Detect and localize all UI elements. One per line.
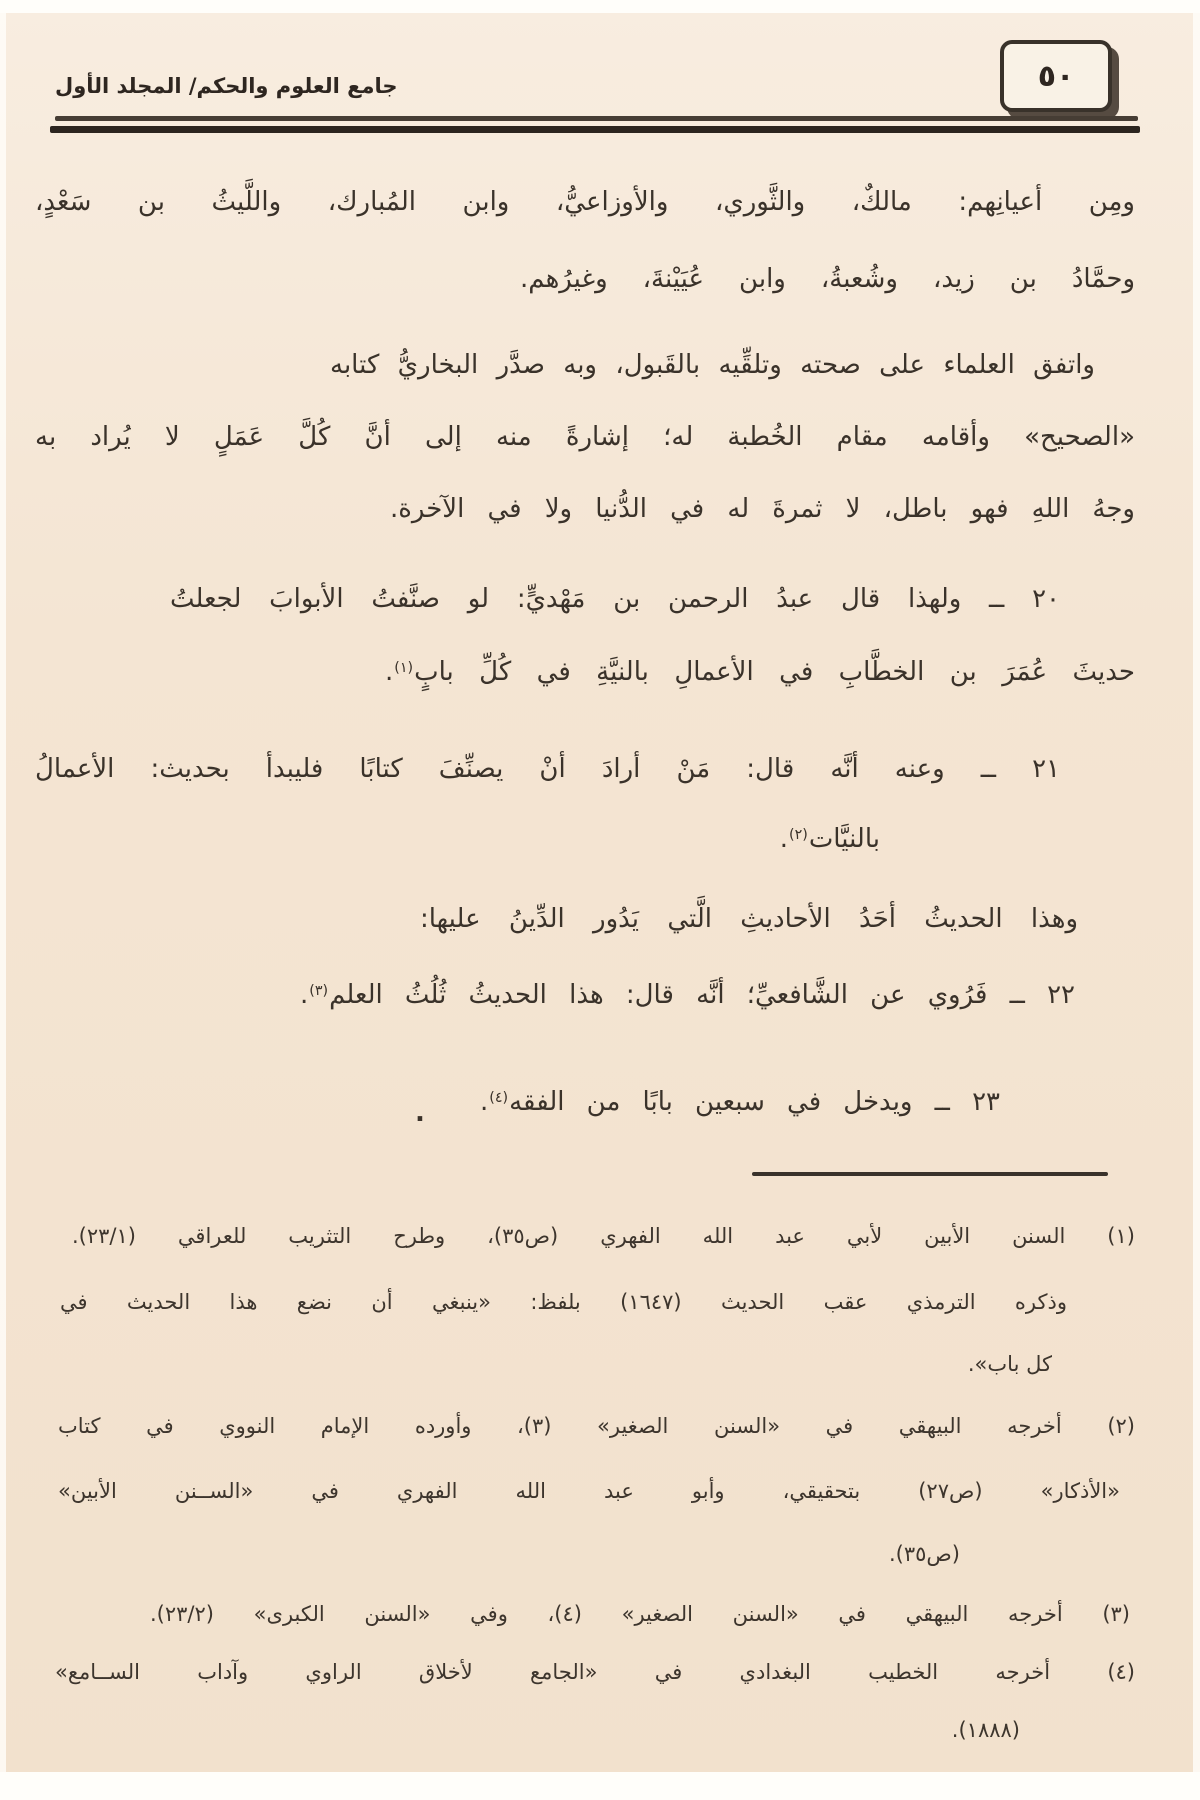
footnote-line: (٢) أخرجه البيهقي في «السنن الصغير» (٣)، وأورده الإمام النووي في كتاب xyxy=(58,1414,1135,1438)
header-rule-bottom xyxy=(50,126,1140,133)
body-line: ومِن أعيانِهم: مالكٌ، والثَّوري، والأوزاعيُّ، وابن المُبارك، واللَّيثُ بن سَعْدٍ، xyxy=(35,187,1135,217)
footnote-line: وذكره الترمذي عقب الحديث (١٦٤٧) بلفظ: «ينبغي أن نضع هذا الحديث في xyxy=(60,1290,1067,1314)
body-line-tail: . xyxy=(779,824,788,854)
header-rule-top xyxy=(55,116,1138,121)
footnote-line: (٤) أخرجه الخطيب البغدادي في «الجامع لأخلاق الراوي وآداب الســامع» xyxy=(55,1660,1135,1684)
footnote-line: «الأذكار» (ص٢٧) بتحقيقي، وأبو عبد الله الفهري في «الســنن الأبين» xyxy=(58,1479,1120,1503)
body-line-tail: . xyxy=(300,980,309,1010)
body-line-text: ٢٢ ــ فَرُوي عن الشَّافعيِّ؛ أنَّه قال: هذا الحديثُ ثُلُثُ العلم xyxy=(329,980,1075,1010)
footnote-line: (١) السنن الأبين لأبي عبد الله الفهري (ص٣٥)، وطرح التثريب للعراقي (٢٣/١). xyxy=(72,1224,1135,1248)
footnote-ref-1: (١) xyxy=(394,660,414,676)
body-line-text: بالنيَّات xyxy=(808,824,880,854)
body-line-text: ٢٣ ــ ويدخل في سبعين بابًا من الفقه xyxy=(509,1087,1000,1117)
body-line: وهذا الحديثُ أحَدُ الأحاديثِ الَّتي يَدُور الدِّينُ عليها: xyxy=(420,904,1078,934)
footnote-separator xyxy=(752,1172,1108,1176)
body-line xyxy=(480,1085,1000,1120)
body-line xyxy=(385,655,1135,690)
body-line xyxy=(300,978,1075,1013)
page-number-box xyxy=(1000,40,1112,112)
footnote-line: كل باب». xyxy=(967,1352,1052,1376)
body-line: وحمَّادُ بن زيد، وشُعبةُ، وابن عُيَيْنةَ، وغيرُهم. xyxy=(520,264,1135,294)
body-line xyxy=(780,822,880,857)
body-line: ٢١ ــ وعنه أنَّه قال: مَنْ أرادَ أنْ يصنِّفَ كتابًا فليبدأ بحديث: الأعمالُ xyxy=(35,754,1060,784)
body-line-tail: . xyxy=(385,657,394,687)
scan-edge-left xyxy=(0,0,6,1800)
scan-edge-top xyxy=(0,0,1200,13)
footnote-line: (٣) أخرجه البيهقي في «السنن الصغير» (٤)، وفي «السنن الكبرى» (٢٣/٢). xyxy=(150,1602,1130,1626)
body-line: «الصحيح» وأقامه مقام الخُطبة له؛ إشارةً منه إلى أنَّ كُلَّ عَمَلٍ لا يُراد به xyxy=(35,422,1135,452)
footnote-ref-2: (٢) xyxy=(788,827,808,843)
scan-edge-right xyxy=(1193,0,1200,1800)
footnote-line: (١٨٨٨). xyxy=(951,1718,1020,1742)
body-line: وجهُ اللهِ فهو باطل، لا ثمرةَ له في الدُّنيا ولا في الآخرة. xyxy=(390,494,1135,524)
running-head-title: جامع العلوم والحكم/ المجلد الأول xyxy=(55,74,398,98)
body-line: واتفق العلماء على صحته وتلقِّيه بالقَبول، وبه صدَّر البخاريُّ كتابه xyxy=(330,350,1095,380)
body-line-text: حديثَ عُمَرَ بن الخطَّابِ في الأعمالِ بالنيَّةِ في كُلِّ بابٍ xyxy=(414,657,1135,687)
page-number: ٥٠ xyxy=(1037,58,1075,94)
stray-ink-mark: . xyxy=(415,1098,425,1128)
body-line-tail: . xyxy=(480,1087,489,1117)
body-line: ٢٠ ــ ولهذا قال عبدُ الرحمن بن مَهْديٍّ: لو صنَّفتُ الأبوابَ لجعلتُ xyxy=(170,584,1060,614)
footnote-ref-4: (٤) xyxy=(489,1090,509,1106)
scan-edge-bottom xyxy=(0,1772,1200,1800)
footnote-line: (ص٣٥). xyxy=(888,1542,960,1566)
footnote-ref-3: (٣) xyxy=(309,983,329,999)
